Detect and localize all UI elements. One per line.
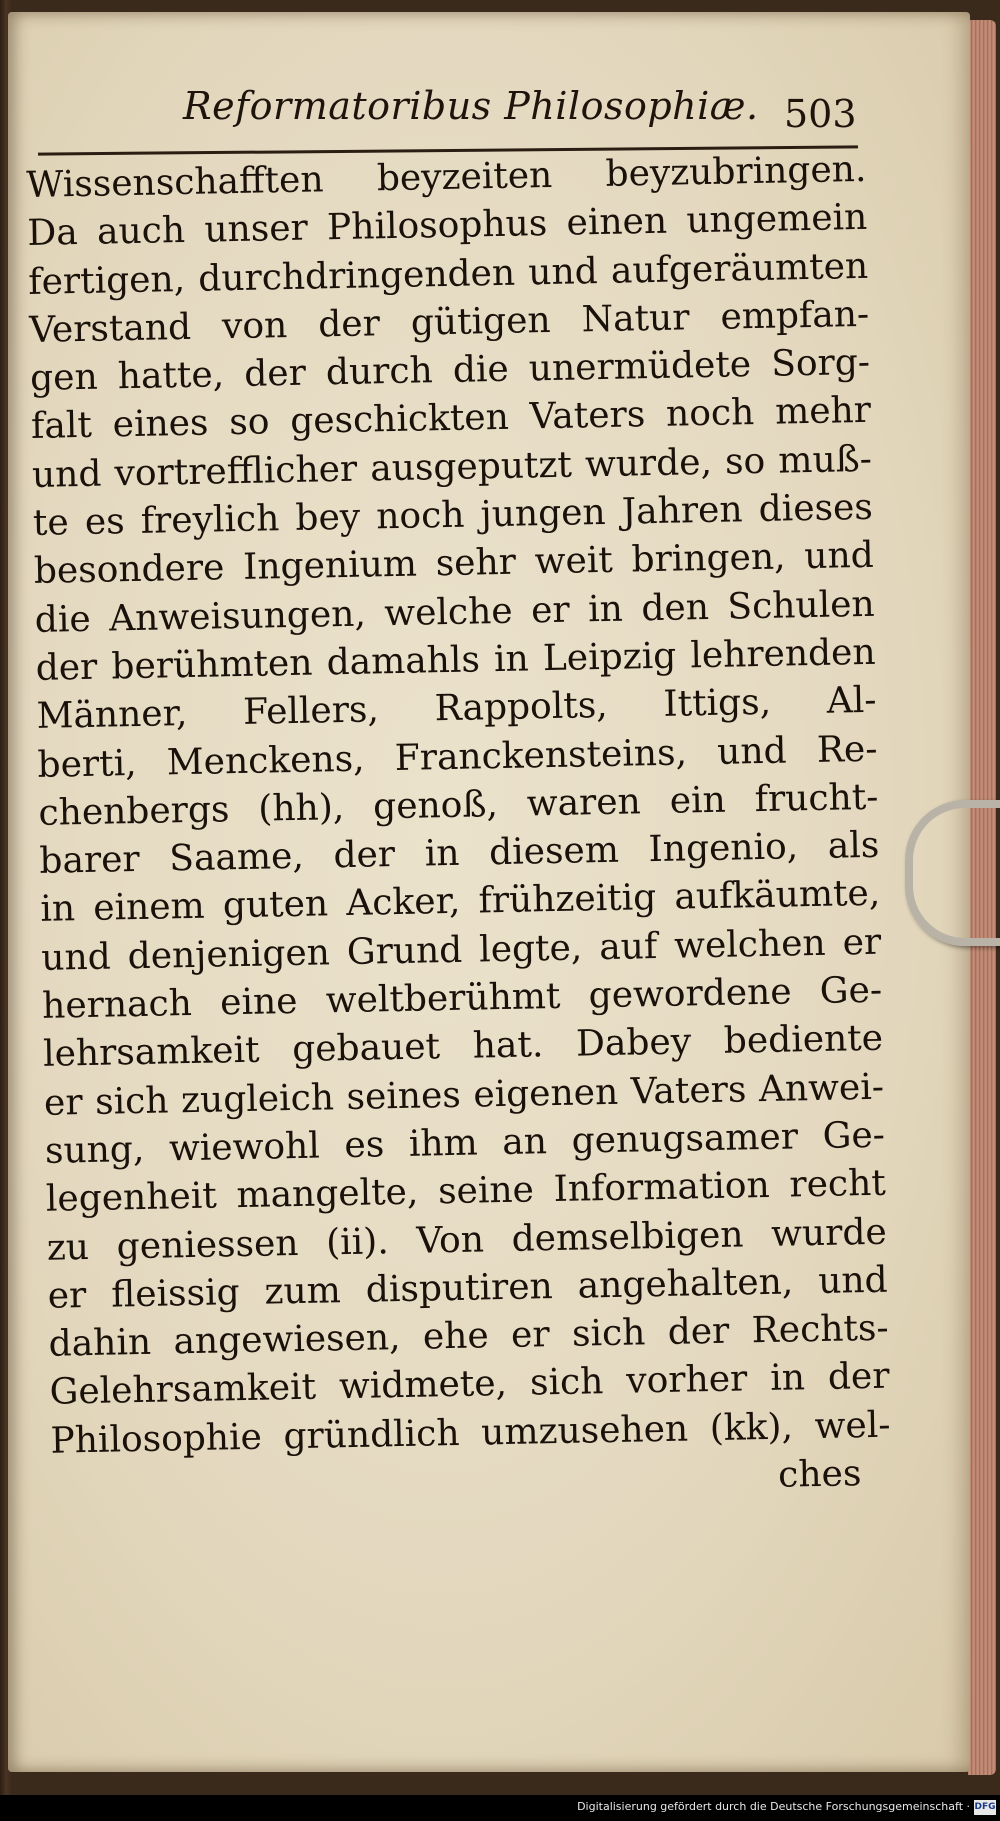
text-line: Verstand von der gütigen Natur empfan- [28,293,870,351]
footer-credit: Digitalisierung gefördert durch die Deutsche Forschungsgemeinschaft · [577,1800,970,1813]
text-line: gen hatte, der durch die unermüdete Sorg- [29,342,871,400]
text-line: fertigen, durchdringenden und aufgeräumten [27,245,869,303]
text-line: te es freylich bey noch jungen Jahren dieses [32,486,874,545]
text-line: dahin angewiesen, ehe er sich der Rechts- [48,1307,889,1365]
text-line: Philosophie gründlich umzusehen (kk), wel- [50,1404,891,1462]
text-line: der berühmten damahls in Leipzig lehrenden [35,631,876,689]
text-line: Wissenschafften beyzeiten beyzubringen. [26,148,867,206]
text-line: hernach eine weltberühmt gewordene Ge- [41,969,883,1027]
text-line: Männer, Fellers, Rappolts, Ittigs, Al- [36,680,877,738]
text-line: barer Saame, der in diesem Ingenio, als [39,824,880,883]
text-line: berti, Menckens, Franckensteins, und Re- [37,728,878,786]
digitization-footer [0,1795,1000,1821]
text-line: falt eines so geschickten Vaters noch mehr [30,390,872,448]
dfg-logo-icon: DFG [974,1800,996,1815]
text-line: die Anweisungen, welche er in den Schulen [34,583,876,641]
text-line: besondere Ingenium sehr weit bringen, und [33,535,875,593]
text-line: er fleissig zum disputiren angehalten, und [47,1259,889,1317]
text-line: Da auch unser Philosophus einen ungemein [26,197,868,255]
catchword: ches [777,1453,862,1496]
text-line: Gelehrsamkeit widmete, sich vorher in der [49,1356,890,1414]
text-line: und vortrefflicher ausgeputzt wurde, so muß- [31,438,873,496]
text-line: er sich zugleich seines eigenen Vaters Anwei- [43,1066,885,1124]
text-line: legenheit mangelte, seine Information recht [45,1162,887,1221]
text-line: lehrsamkeit gebauet hat. Dabey bediente [42,1018,884,1076]
page-number: 503 [784,92,857,136]
book-clasp [905,800,1000,946]
text-line: zu geniessen (ii). Von demselbigen wurde [46,1211,888,1269]
book-page [8,12,970,1772]
text-line: sung, wiewohl es ihm an genugsamer Ge- [44,1114,886,1172]
text-line: in einem guten Acker, frühzeitig aufkäumte, [39,873,881,931]
running-head: Reformatoribus Philosophiæ. [183,84,759,128]
text-line: chenbergs (hh), genoß, waren ein frucht- [38,776,879,834]
body-text [26,146,892,1514]
text-line: und denjenigen Grund legte, auf welchen er [40,921,882,979]
